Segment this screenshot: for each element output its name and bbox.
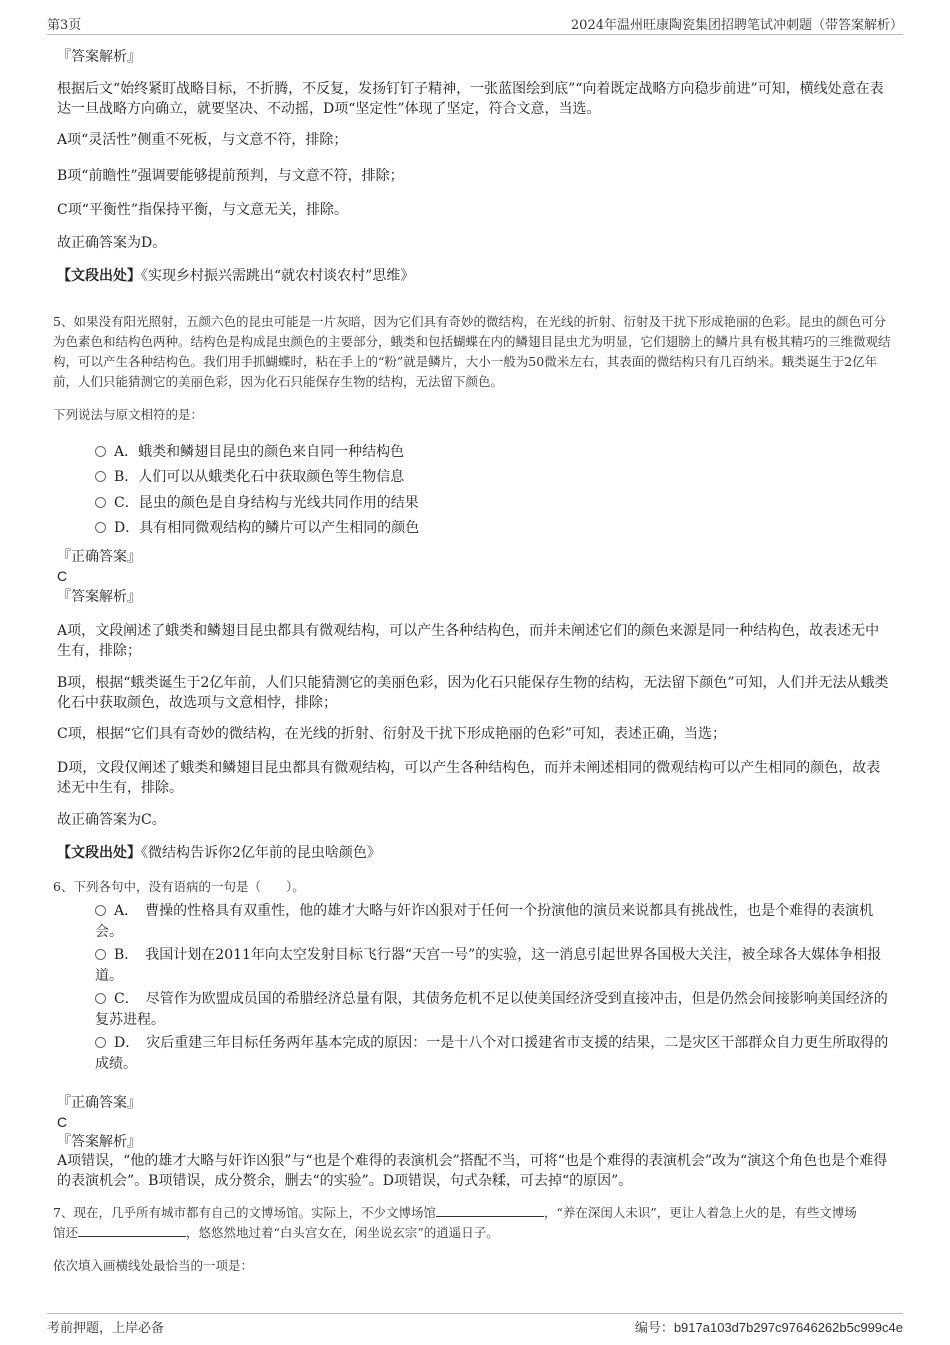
q5-option-a-analysis: A项，文段阐述了蛾类和鳞翅目昆虫都具有微观结构，可以产生各种结构色，而并未阐述它们的颜色来源是同一种结构色，故表述无中生有，排除； [57, 623, 880, 659]
q4-option-b-analysis: B项“前瞻性”强调要能够提前预判，与文意不符，排除； [57, 168, 404, 184]
q5-option-d-label: D．具有相同微观结构的鳞片可以产生相同的颜色 [114, 520, 420, 536]
q4-source-label: 【文段出处】 [57, 268, 141, 284]
footer-code-value: b917a103d7b297c97646262b5c999c4e [673, 1320, 903, 1335]
q6-answer: C [57, 1114, 68, 1130]
q5-source-label: 【文段出处】 [57, 845, 141, 861]
q5-option-c-label: C．昆虫的颜色是自身结构与光线共同作用的结果 [114, 495, 419, 511]
fill-blank [78, 1224, 186, 1237]
footer-code-label: 编号： [634, 1321, 674, 1336]
q7-text-part-4: ，悠悠然地过着“白头宫女在，闲坐说玄宗”的逍遥日子。 [186, 1225, 499, 1240]
q5-question-text: 5、如果没有阳光照射，五颜六色的昆虫可能是一片灰暗，因为它们具有奇妙的微结构，在光线的折射、衍射及干扰下形成艳丽的色彩。昆虫的颜色可分为色素色和结构色两种。结构色是构成昆虫颜色的主要部分，蛾类和包括蝴蝶在内的鳞翅目昆虫尤为明显，它们翅膀上的鳞片具有极其精巧的三维微观结构，可以产生各种结构色。我们用手抓蝴蝶时，粘在手上的“粉”就是鳞片，大小一般为50微米左右，其表面的微结构只有几百纳米。蛾类诞生于2亿年前，人们只能猜测它的美丽色彩，因为化石只能保存生物的结构，无法留下颜色。 [53, 314, 891, 389]
footer-slogan: 考前押题，上岸必备 [47, 1321, 165, 1336]
q4-option-a-analysis: A项“灵活性”侧重不死板，与文意不符，排除； [57, 132, 348, 148]
q5-option-a-label: A．蛾类和鳞翅目昆虫的颜色来自同一种结构色 [114, 444, 405, 460]
q4-analysis-label: 『答案解析』 [57, 49, 141, 65]
q5-conclusion: 故正确答案为C。 [57, 812, 166, 828]
q5-option-b[interactable] [95, 467, 404, 487]
radio-icon[interactable] [95, 497, 106, 508]
radio-icon[interactable] [95, 471, 106, 482]
document-title: 2024年温州旺康陶瓷集团招聘笔试冲刺题（带答案解析） [570, 18, 903, 33]
q5-option-b-analysis: B项，根据“蛾类诞生于2亿年前，人们只能猜测它的美丽色彩，因为化石只能保存生物的结构，无法留下颜色”可知，人们并无法从蛾类化石中获取颜色，故选项与文意相悖，排除； [57, 675, 889, 711]
radio-icon[interactable] [95, 522, 106, 533]
fill-blank [436, 1204, 544, 1217]
radio-icon[interactable] [95, 446, 106, 457]
radio-icon[interactable] [95, 1037, 106, 1048]
q5-option-a[interactable] [95, 442, 404, 462]
q5-option-d-analysis: D项，文段仅阐述了蛾类和鳞翅目昆虫都具有微观结构，可以产生各种结构色，而并未阐述相同的微观结构可以产生相同的颜色，故表述无中生有，排除。 [57, 760, 881, 796]
radio-icon[interactable] [95, 949, 106, 960]
q5-option-c[interactable] [95, 493, 419, 513]
q6-question-text: 6、下列各句中，没有语病的一句是（ ）。 [53, 879, 305, 894]
q4-option-c-analysis: C项“平衡性”指保持平衡，与文意无关，排除。 [57, 202, 349, 218]
q6-option-a-label: A． 曹操的性格具有双重性，他的雄才大略与奸诈凶狠对于任何一个扮演他的演员来说都具有挑战性，也是个难得的表演机会。 [95, 903, 874, 940]
radio-icon[interactable] [95, 993, 106, 1004]
q5-option-b-label: B．人们可以从蛾类化石中获取颜色等生物信息 [114, 469, 405, 485]
q6-option-b[interactable] [95, 945, 895, 987]
page-number: 第3页 [47, 18, 82, 33]
q7-text-part-3: 馆还 [53, 1225, 79, 1240]
q6-option-a[interactable] [95, 901, 895, 943]
q5-option-c-analysis: C项，根据“它们具有奇妙的微结构，在光线的折射、衍射及干扰下形成艳丽的色彩”可知，表述正确，当选； [57, 726, 727, 742]
q6-option-c-label: C． 尽管作为欧盟成员国的希腊经济总量有限，其债务危机不足以使美国经济受到直接冲击，但是仍然会间接影响美国经济的复苏进程。 [95, 991, 888, 1028]
q5-option-d[interactable] [95, 518, 419, 538]
page-footer [47, 1313, 903, 1336]
q7-question-text [53, 1203, 893, 1243]
q5-analysis-label: 『答案解析』 [57, 589, 141, 605]
q5-answer-label: 『正确答案』 [57, 549, 141, 565]
q6-option-b-label: B． 我国计划在2011年向太空发射目标飞行器“天宫一号”的实验，这一消息引起世界各国极大关注，被全球各大媒体争相报道。 [95, 947, 882, 984]
q6-analysis-text: A项错误，“他的雄才大略与奸诈凶狠”与“也是个难得的表演机会”搭配不当，可将“也是个难得的表演机会”改为“演这个角色也是个难得的表演机会”。B项错误，成分赘余，删去“的实验”。D项错误，句式杂糅，可去掉“的原因”。 [57, 1153, 888, 1189]
q6-answer-label: 『正确答案』 [57, 1095, 141, 1111]
q6-option-d[interactable] [95, 1033, 895, 1075]
q4-source [57, 266, 893, 286]
q5-source-title: 《微结构告诉你2亿年前的昆虫啥颜色》 [141, 845, 381, 861]
q4-conclusion: 故正确答案为D。 [57, 235, 167, 251]
page-header [47, 14, 903, 35]
q4-analysis-text: 根据后文“始终紧盯战略目标，不折腾，不反复，发扬钉钉子精神，一张蓝图绘到底”“向着既定战略方向稳步前进”可知，横线处意在表达一旦战略方向确立，就要坚决、不动摇，D项“坚定性”体现了坚定，符合文意，当选。 [57, 81, 884, 117]
q6-option-d-label: D． 灾后重建三年目标任务两年基本完成的原因：一是十八个对口援建省市支援的结果，二是灾区干部群众自力更生所取得的成绩。 [95, 1035, 889, 1072]
q7-text-part-2: ，“养在深闺人未识”，更让人着急上火的是，有些文博场 [543, 1205, 857, 1220]
q6-option-c[interactable] [95, 989, 895, 1031]
q7-text-part-1: 7、现在，几乎所有城市都有自己的文博场馆。实际上，不少文博场馆 [53, 1205, 436, 1220]
q5-prompt: 下列说法与原文相符的是： [53, 407, 204, 422]
q6-analysis-label: 『答案解析』 [57, 1134, 141, 1150]
radio-icon[interactable] [95, 905, 106, 916]
q5-source [57, 843, 893, 863]
q5-answer: C [57, 568, 68, 584]
q4-source-title: 《实现乡村振兴需跳出“就农村谈农村”思维》 [141, 268, 415, 284]
q7-prompt: 依次填入画横线处最恰当的一项是： [53, 1258, 254, 1273]
footer-code [635, 1317, 903, 1336]
